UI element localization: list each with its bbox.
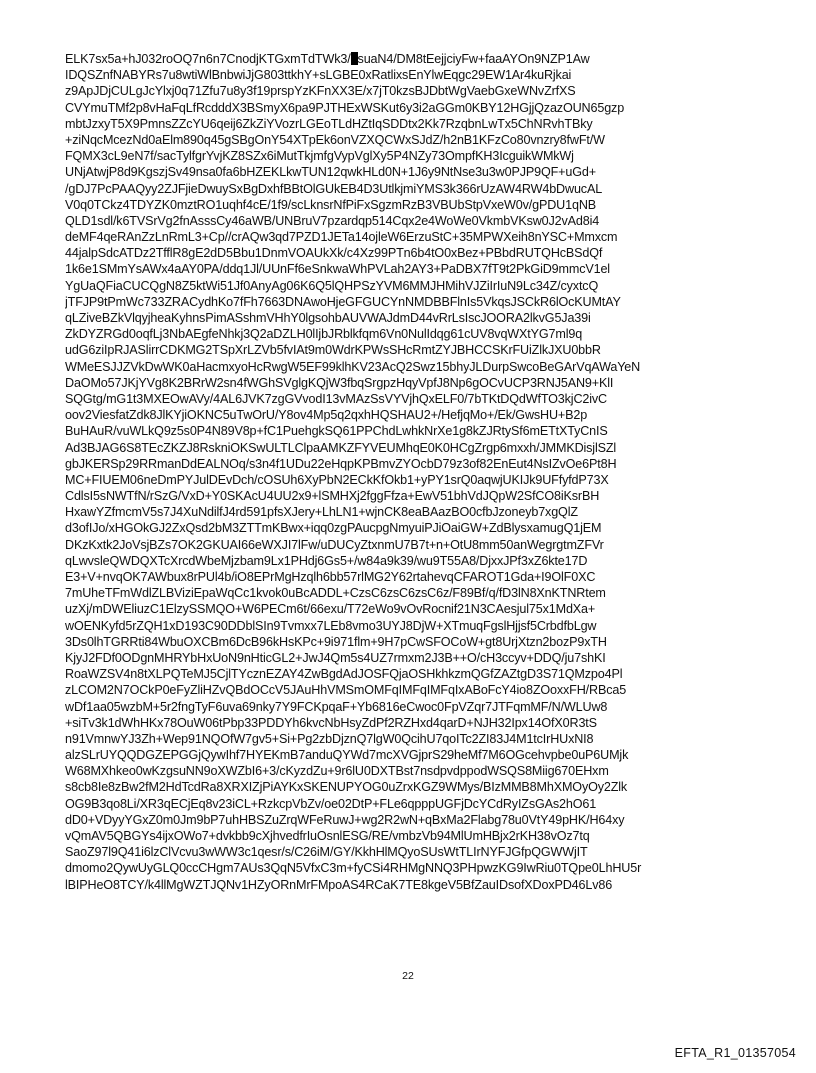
- text-line: s8cb8Ie8zBw2fM2HdTcdRa8XRXIZjPiAYKxSKENUPYOG0uZrxKGZ9WMys/BIzMMB8MhXMOyOy2Zlk: [65, 780, 628, 795]
- text-line: zLCOM2N7OCkP0eFyZliHZvQBdOCcV5JAuHhVMSmOMFqIMFqIMFqIxABoFcY4io8ZOoxxFH/RBca5: [65, 683, 627, 698]
- text-line: HxawYZfmcmV5s7J4XuNdilfJ4rd591pfsXJery+LhLN1+wjnCK8eaBAazBO0cfbJzoneyb7xgQlZ: [65, 505, 578, 520]
- text-line: wOENKyfd5rZQH1xD193C90DDblSIn9Tvmxx7LEb8vmo3UYJ8DjW+XTmuqFgslHjjsf5CrbdfbLgw: [65, 618, 597, 633]
- text-line: WMeESJJZVkDwWK0aHacmxyoHcRwgW5EF99klhKV23AcQ2Swz15bhyJLDurpSwcoBeGArVqAWaYeN: [65, 359, 641, 374]
- text-line: V0q0TCkz4TDYZK0mztRO1uqhf4cE/1f9/scLknsrNfPiFxSgzmRzB3VBUbStpVxeW0v/gPDU1qNB: [65, 197, 597, 212]
- bates-number: EFTA_R1_01357054: [674, 1046, 796, 1060]
- text-line: z9ApJDjCULgJcYlxj0q71Zfu7u8y3f19prspYzKFnXX3E/x7jT0kzsBJDbtWgVaebGxeWNvZrfXS: [65, 84, 576, 99]
- text-line: 1k6e1SMmYsAWx4aAY0PA/ddq1Jl/UUnFf6eSnkwaWhPVLah2AY3+PaDBX7fT9t2PkGiD9mmcV1el: [65, 262, 610, 277]
- text-line: 3Ds0lhTGRRti84WbuOXCBm6DcB96kHsKPc+9i971flm+9H7pCwSFOCoW+gt8UrjXtzn2bozP9xTH: [65, 634, 607, 649]
- text-line: mbtJzxyT5X9PmnsZZcYU6qeij6ZkZiYVozrLGEoTLdHZtIqSDDtx2Kk7RzqbnLwTx5ChNRvhTBky: [65, 116, 593, 131]
- text-line: wDf1aa05wzbM+5r2fngTyF6uva69nky7Y9FCKpqaF+Yb6816eCwoc0FpVZqr7JTFqmMF/N/WLUw8: [65, 699, 608, 714]
- text-line: qLZiveBZkVlqyjheaKyhnsPimASshmVHhY0lgsohbAUVWAJdmD44vRrLsIscJOORA2lkvG5Ja39i: [65, 311, 591, 325]
- text-line: DaOMo57JKjYVg8K2BRrW2sn4fWGhSVglgKQjW3fbqSrgpzHqyVpfJ8Np6gOCvUCP3RNJ5AN9+KlI: [65, 375, 614, 390]
- text-line: +siTv3k1dWhHKx78OuW06tPbp33PDDYh6kvcNbHsyZdPf2RZHxd4qarD+NJH32Ipx14OfX0R3tS: [65, 715, 597, 730]
- text-line: QLD1sdl/k6TVSrVg2fnAsssCy46aWB/UNBruV7pzardqp514Cqx2e4WoWe0VkmbVKsw0J2vAd8i4: [65, 213, 600, 228]
- page-number: 22: [402, 970, 414, 982]
- text-line: d3ofIJo/xHGOkGJ2ZxQsd2bM3ZTTmKBwx+iqq0zgPAucpgNmyuiPJiOaiGW+ZdBlysxamugQ1jEM: [65, 521, 602, 536]
- text-line: IDQSZnfNABYRs7u8wtiWlBnbwiJjG803ttkhY+sLGBE0xRatlixsEnYlwEqgc29EW1Ar4kuRjkai: [65, 68, 572, 83]
- text-line: OG9B3qo8Li/XR3qECjEq8v23iCL+RzkcpVbZv/oe02DtP+FLe6qpppUGFjDcYCdRyIZsGAs2hO61: [65, 796, 597, 811]
- text-line: MC+FIUEM06neDmPYJulDEvDch/cOSUh6XyPbN2ECkKfOkb1+yPY1srQ0aqwjUKIJk9UFfyfdP73X: [65, 472, 609, 487]
- text-segment: suaN4/DM8tEejjciyFw+faaAYOn9NZP1Aw: [357, 52, 590, 66]
- redaction-box: [351, 52, 358, 65]
- text-line: +ziNqcMcezNd0aElm890q45gSBgOnY54XTpEk6onVZXQCWxSJdZ/h2nB1KFzCo80vnzry8fwFt/W: [65, 132, 605, 147]
- text-line: ZkDYZRGd0oqfLj3NbAEgfeNhkj3Q2aDZLH0lIjbJRblkfqm6Vn0NulIdqg61cUV8vqWXtYG7ml9q: [65, 327, 583, 342]
- text-line: YgUaQFiaCUCQgN8Z5ktWi51Jf0AnyAg06K6Q5lQHPSzYVM6MMJHMihVJZiIrIuN9Lc34Z/cyxtcQ: [65, 278, 599, 293]
- text-line: E3+V+nvqOK7AWbux8rPUl4b/iO8EPrMgHzqlh6bb57rlMG2Y62rtahevqCFAROT1Gda+I9OlF0XC: [65, 570, 596, 584]
- text-line: UNjAtwjP8d9KgszjSv49nsa0fa6bHZEKLkwTUN12qwkHLd0N+1J6y9NtNse3u3w0PJP9QF+uGd+: [65, 165, 596, 180]
- text-line: CVYmuTMf2p8vHaFqLfRcdddX3BSmyX6pa9PJTHExWSKut6y3i2aGGm0KBY12HGjjQzazOUN65gzp: [65, 100, 625, 115]
- text-line: dmomo2QywUyGLQ0ccCHgm7AUs3QqN5VfxC3m+fyCSi4RHMgNNQ3PHpwzKG9IwRiu0TQpe0LhHU5r: [65, 861, 642, 876]
- text-line: [65, 51, 765, 67]
- text-line: n91VmnwYJ3Zh+Wep91NQOfW7gv5+Si+Pg2zbDjznQ7lgW0QcihU7qoITc2ZI83J4M1tcIrHUxNI8: [65, 731, 594, 746]
- text-segment: ELK7sx5a+hJ032roOQ7n6n7CnodjKTGxmTdTWk3/: [65, 52, 351, 66]
- text-line: CdlsI5sNWTfN/rSzG/VxD+Y0SKAcU4UU2x9+lSMHXj2fggFfza+EwV51bhVdJQpW2SfCO8iKsrBH: [65, 489, 600, 504]
- text-line: 7mUheTFmWdlZLBViziEpaWqCc1kvok0uBcADDL+CzsC6zsC6zsC6z/F89Bf/q/fD3lN8XnKTNRtem: [65, 586, 606, 601]
- text-line: deMF4qeRAnZzLnRmL3+Cp//crAQw3qd7PZD1JETa14ojleW6ErzuStC+35MPWXeih8nYSC+Mmxcm: [65, 230, 618, 245]
- text-line: BuHAuR/vuWLkQ9z5s0P4N89V8p+fC1PuehgkSQ61PPChdLwhkNrXe1g8kZJRtySf6mETtXTyCnIS: [65, 424, 608, 439]
- text-line: oov2ViesfatZdk8JlKYjiOKNC5uTwOrU/Y8ov4Mp5q2qxhHQSHAU2+/HefjqMo+/Ek/GwsHU+B2p: [65, 408, 588, 423]
- text-line: lBIPHeO8TCY/k4llMgWZTJQNv1HZyORnMrFMpoAS4RCaK7TE8kgeV5BfZauIDsofXDoxPD46Lv86: [65, 877, 613, 892]
- text-line: Ad3BJAG6S8TEcZKZJ8RskniOKSwULTLClpaAMKZFYVEUMhqE0K0HCgZrgp6mxxh/JMMKDisjlSZl: [65, 440, 617, 455]
- text-line: FQMX3cL9eN7f/sacTylfgrYvjKZ8SZx6iMutTkjmfgVypVglXy5P4NZy73OmpfKH3IcguikWMkWj: [65, 149, 574, 164]
- text-line: uzXj/mDWEliuzC1ElzySSMQO+W6PECm6t/66exu/T72eWo9vOvRocnif21N3CAesjul75x1MdXa+: [65, 602, 596, 617]
- text-line: dD0+VDyyYGxZ0m0Jm9bP7uhHBSZuZrqWFeRuwJ+wg2R2wN+qBxMa2Flabg78u0VtY49pHK/H64xy: [65, 812, 625, 827]
- text-line: RoaWZSV4n8tXLPQTeMJ5CjlTYcznEZAY4ZwBgdAdJOSFQjaOSHkhkzmQGfZAZtgD3S71QMzpo4Pl: [65, 667, 623, 682]
- text-line: udG6ziIpRJASlirrCDKMG2TSpXrLZVb5fvIAt9m0WdrKPWsSHcRmtZYJBHCCSKrFUiZlkJXU0bbR: [65, 343, 601, 358]
- text-line: W68MXhkeo0wKzgsuNN9oXWZbI6+3/cKyzdZu+9r6lU0DXTBst7nsdpvdppodWSQS8Miig670EHxm: [65, 764, 609, 779]
- text-line: SQGtg/mG1t3MXEOwAVy/4AL6JVK7zgGVvodI13vMAzSsVYVjhQxELF0/7bTKtDQdWfTO3kjC2ivC: [65, 391, 607, 406]
- encoded-text-block: [65, 51, 765, 893]
- text-line: qLwvsleQWDQXTcXrcdWbeMjzbam9Lx1PHdj6Gs5+/w84a9k39/wu9T55A8/DjxxJPf3xZ6kte17D: [65, 553, 588, 568]
- text-line: vQmAV5QBGYs4ijxOWo7+dvkbb9cXjhvedfrIuOsnlESG/RE/vmbzVb94MlUmHBjx2rKH38vOz7tq: [65, 829, 590, 843]
- text-line: /gDJ7PcPAAQyy2ZJFjieDwuySxBgDxhfBBtOlGUkEB4D3UtlkjmiYMS3k366rUzAW4RW4bDwucAL: [65, 181, 603, 196]
- text-line: gbJKERSp29RRmanDdEALNOq/s3n4f1UDu22eHqpKPBmvZYOcbD79z3of82EnEut4NsIZvOe6Pt8H: [65, 456, 617, 471]
- text-line: alzSLrUYQQDGZEPGGjQywIhf7HYEKmB7anduQYWd7mcXVGjprS29heMf7M6OGcehvpbe0uP6UMjk: [65, 748, 629, 763]
- text-line: DKzKxtk2JoVsjBZs7OK2GKUAI66eWXJI7lFw/uDUCyZtxnmU7B7t+n+OtU8mm50anWegrgtmZFVr: [65, 537, 604, 552]
- text-line: SaoZ97l9Q41i6lzClVcvu3wWW3c1qesr/s/C26iM/GY/KkhHlMQyoSUsWtTLIrNYFJGfpQGWWjIT: [65, 845, 588, 860]
- text-line: 44jalpSdcATDz2TfflR8gE2dD5Bbu1DnmVOAUkXk/c4Xz99PTn6b4tO0xBez+PBbdRUTQHcBSdQf: [65, 246, 603, 261]
- text-line: jTFJP9tPmWc733ZRACydhKo7fFh7663DNAwoHjeGFGUCYnNMDBBFlnIs5VkqsJSCkR6lOcKUMtAY: [65, 294, 621, 309]
- text-line: KjyJ2FDf0ODgnMHRYbHxUoN9nHticGL2+JwJ4Qm5s4UZ7rmxm2J3B++O/cH3ccyv+DDQ/ju7shKI: [65, 650, 606, 665]
